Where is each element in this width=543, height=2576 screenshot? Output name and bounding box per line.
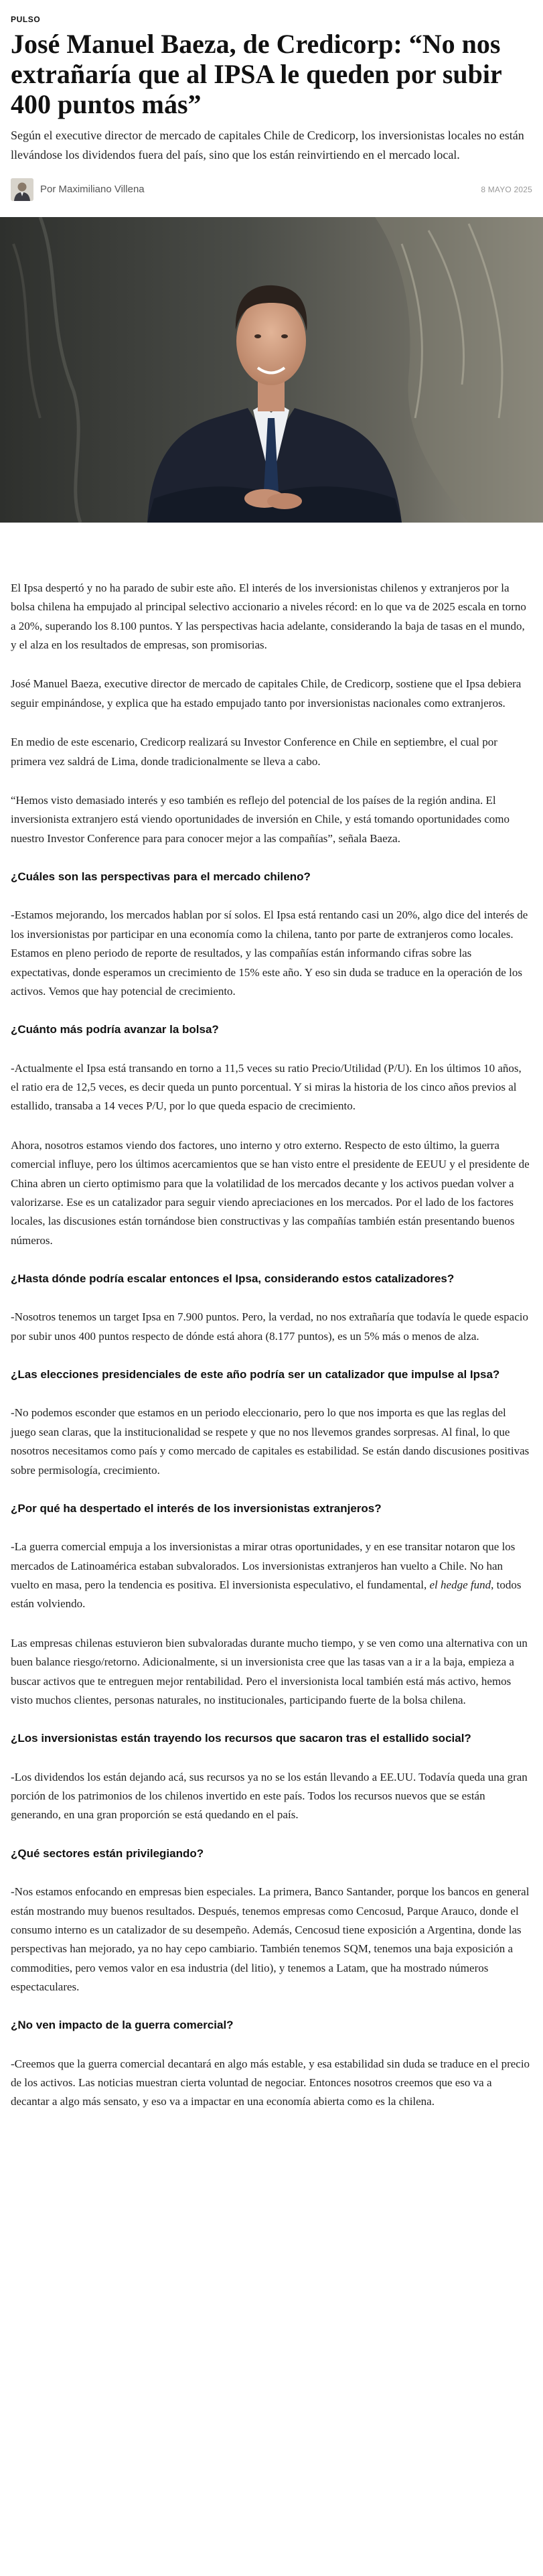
publish-date: 8 MAYO 2025 — [481, 184, 532, 194]
hero-photo-illustration — [0, 217, 543, 523]
answer-text: -La guerra comercial empuja a los inversionistas a mirar otras oportunidades, y en ese transitar notaron que los mercados de Latinoamérica estaban subvalorados. Los inversionistas extranjeros han vuelto a Chile. No han vuelto en masa, pero la tendencia es positiva. El inversionista especulativo, el fundamental, — [11, 1540, 516, 1592]
hero-photo — [0, 217, 543, 523]
author-name[interactable]: Por Maximiliano Villena — [40, 184, 145, 196]
author-avatar[interactable] — [11, 178, 33, 201]
interview-answer: -Nos estamos enfocando en empresas bien especiales. La primera, Banco Santander, porque los bancos en general están mostrando muy buenos resultados. Después, tenemos empresas como Cencosud, Parque Arauco, donde el consumo interno es un catalizador de su desempeño. Además, Cencosud tiene exposición a Argentina, donde las perspectivas han mejorado, ya no hay cepo cambiario. También tenemos SQM, tenemos una baja exposición a commodities, pero vemos valor en esa industria (del litio), y tenemos a Latam, que ha mostrado números espectaculares. — [11, 1885, 530, 1994]
paragraph: “Hemos visto demasiado interés y eso también es reflejo del potencial de los países de la región andina. El inversionista extranjero está viendo oportunidades de inversión en Chile, y está tomando oportunidades como nuestro Investor Conference para para conocer mejor a las compañías”, señala Baeza. — [11, 793, 510, 845]
article-headline: José Manuel Baeza, de Credicorp: “No nos extrañaría que al IPSA le queden por subir 400 puntos más” — [11, 29, 502, 119]
interview-question: ¿Por qué ha despertado el interés de los inversionistas extranjeros? — [11, 1501, 382, 1515]
paragraph: El Ipsa despertó y no ha parado de subir este año. El interés de los inversionistas chilenos y extranjeros por la bolsa chilena ha empujado al principal selectivo accionario a niveles récord: en lo que va de 2025 escala en torno a 20%, superando los 8.100 puntos. Y las perspectivas hacia adelante, considerando la baja de tasas en el mundo, y el alza en los resultados de empresas, son promisorias. — [11, 581, 526, 652]
interview-answer — [11, 1538, 532, 1614]
paragraph: Las empresas chilenas estuvieron bien subvaloradas durante mucho tiempo, y se ven como una alternativa con un buen balance riesgo/retorno. Adicionalmente, si un inversionista cree que las tasas van a ir a la baja, empieza a buscar activos que te entreguen mejor rentabilidad. Pero el inversionista local también está más activo, hemos visto muchos clientes, personas naturales, no institucionales, participando fuerte de la bolsa chilena. — [11, 1636, 528, 1706]
article-lede: Según el executive director de mercado de capitales Chile de Credicorp, los inversionistas locales no están llevándose los dividendos fuera del país, sino que los están reinvirtiendo en el mercado local. — [11, 129, 524, 162]
interview-question: ¿Cuáles son las perspectivas para el mercado chileno? — [11, 870, 311, 884]
interview-answer: -Estamos mejorando, los mercados hablan por sí solos. El Ipsa está rentando casi un 20%, algo dice del interés de los inversionistas por participar en una economía como la chilena, tanto por parte de extranjeros como locales. Estamos en pleno periodo de reporte de resultados, y las compañías están informando cifras sobre las expectativas, donde esperamos un crecimiento de 15% este año. Y eso sin duda se traduce en la operación de los activos. Vemos que hay potencial de crecimiento. — [11, 908, 528, 998]
interview-answer: -Actualmente el Ipsa está transando en torno a 11,5 veces su ratio Precio/Utilidad (P/U). En los últimos 10 años, el ratio era de 12,5 veces, es decir queda un punto porcentual. Y si miras la historia de los cinco años previos al estallido, transaba a 14 veces P/U, por lo que queda espacio de crecimiento. — [11, 1061, 522, 1113]
interview-question: ¿No ven impacto de la guerra comercial? — [11, 2019, 234, 2032]
interview-answer: -Creemos que la guerra comercial decantará en algo más estable, y esa estabilidad sin duda se traduce en el precio de los activos. Las noticias muestran cierta voluntad de negociar. Entonces nosotros creemos que eso va a decantar a algo más sensato, y eso va a impactar en una economía abierta como es la chilena. — [11, 2057, 530, 2108]
paragraph: En medio de este escenario, Credicorp realizará su Investor Conference en Chile en septiembre, el cual por primera vez saldrá de Lima, donde tradicionalmente se lleva a cabo. — [11, 736, 497, 768]
interview-answer: -Nosotros tenemos un target Ipsa en 7.900 puntos. Pero, la verdad, no nos extrañaría que todavía le quede espacio por subir unos 400 puntos respecto de dónde está ahora (8.177 puntos), es un 5% más o menos de alza. — [11, 1310, 528, 1343]
interview-answer: -No podemos esconder que estamos en un periodo eleccionario, pero lo que nos importa es que las reglas del juego sean claras, que la institucionalidad se respete y que no nos llevemos grandes sorpresas. Al final, lo que nosotros necesitamos como país y como mercado de capitales es estabilidad. Se están dando discusiones positivas sobre permisología, crecimiento. — [11, 1406, 530, 1477]
byline-row — [11, 178, 532, 204]
paragraph: José Manuel Baeza, executive director de mercado de capitales Chile, de Credicorp, sostiene que el Ipsa debiera seguir empinándose, y explica que ha estado empujado tanto por inversionistas nacionales como extranjeros. — [11, 677, 522, 709]
article-body — [0, 523, 543, 2159]
interview-question: ¿Hasta dónde podría escalar entonces el Ipsa, considerando estos catalizadores? — [11, 1272, 455, 1286]
byline[interactable] — [11, 178, 145, 201]
article-header — [0, 0, 543, 204]
interview-question: ¿Cuánto más podría avanzar la bolsa? — [11, 1023, 219, 1036]
answer-emphasis: el hedge fund — [429, 1578, 491, 1592]
section-label[interactable]: PULSO — [11, 15, 41, 24]
interview-question: ¿Los inversionistas están trayendo los recursos que sacaron tras el estallido social? — [11, 1732, 471, 1745]
interview-question: ¿Las elecciones presidenciales de este año podría ser un catalizador que impulse al Ipsa? — [11, 1368, 500, 1381]
answer-text: , todos están volviendo. — [11, 1578, 522, 1611]
interview-question: ¿Qué sectores están privilegiando? — [11, 1846, 204, 1860]
paragraph: Ahora, nosotros estamos viendo dos factores, uno interno y otro externo. Respecto de esto último, la guerra comercial influye, pero los últimos acercamientos que se han visto entre el presidente de EEUU y el presidente de China abren un cierto optimismo para que la volatilidad de los mercados decante y los activos puedan volver a valorizarse. Ese es un catalizador para seguir viendo apreciaciones en los mercados. Por el lado de los factores locales, las discusiones están tornándose bien constructivas y las compañías también están presentando buenos números. — [11, 1138, 530, 1247]
interview-answer: -Los dividendos los están dejando acá, sus recursos ya no se los están llevando a EE.UU. Todavía queda una gran porción de los patrimonios de los chilenos invertido en este país. Todos los recursos nuevos que se están generando, en una gran proporción se está quedando en el país. — [11, 1770, 528, 1822]
